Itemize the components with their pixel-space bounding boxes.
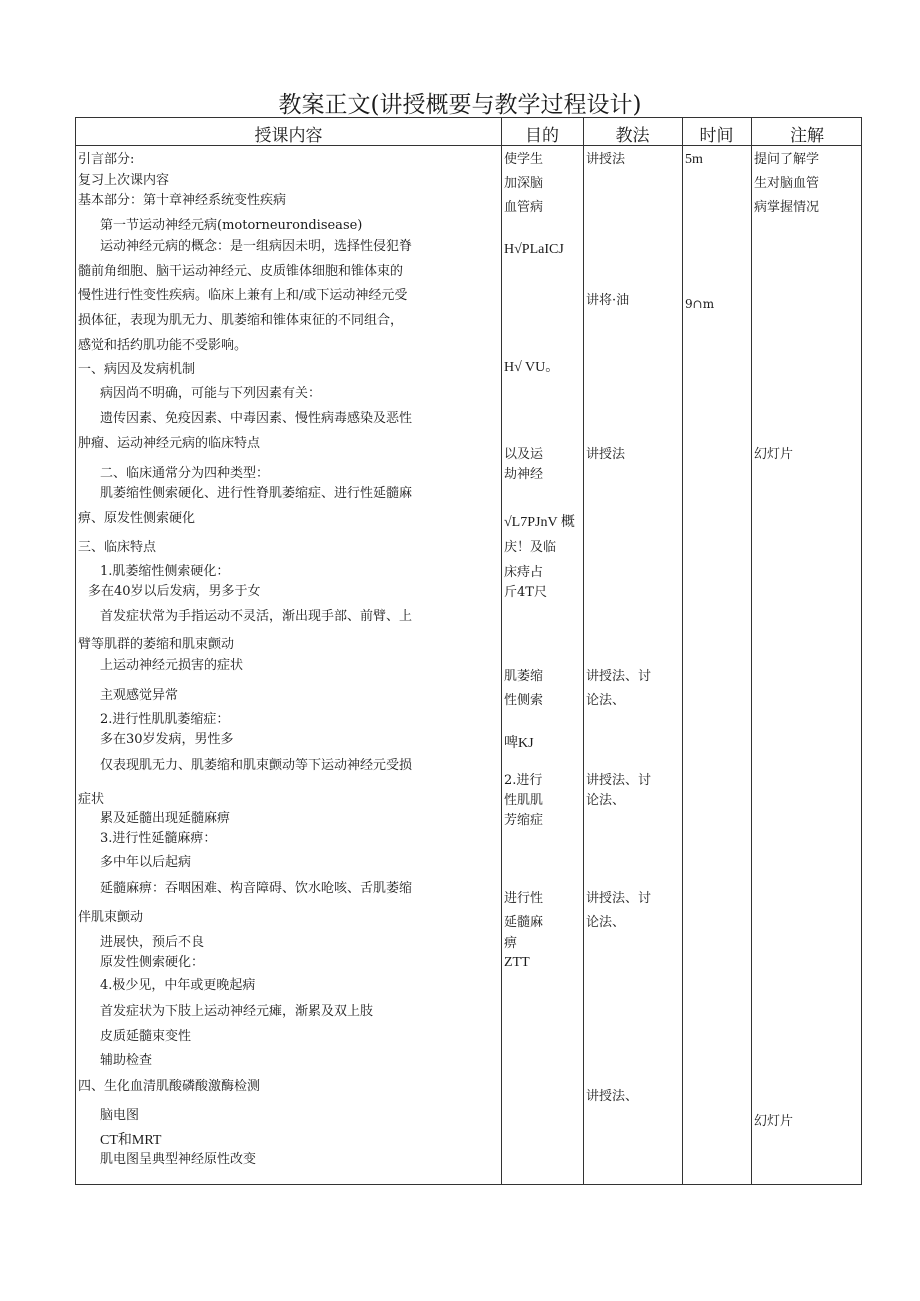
content-line: 主观感觉异常 bbox=[100, 688, 179, 703]
content-line: 4.极少见，中年或更晚起病 bbox=[100, 978, 256, 993]
method-line: 讲授法 bbox=[586, 152, 626, 167]
purpose-line: 2.进行 bbox=[504, 773, 543, 788]
purpose-line: 劫神经 bbox=[504, 467, 544, 482]
purpose-line: H√ VU。 bbox=[504, 360, 560, 375]
method-line: 论法、 bbox=[586, 693, 626, 708]
purpose-line: √L7PJnV 概 bbox=[504, 515, 575, 530]
content-line: 肌萎缩性侧索硬化、进行性脊肌萎缩症、进行性延髓麻 bbox=[100, 486, 413, 501]
content-line: 进展快，预后不良 bbox=[100, 935, 205, 950]
purpose-line: 痹 bbox=[504, 936, 518, 951]
purpose-line: 斤4T尺 bbox=[504, 585, 547, 600]
content-line: 遗传因素、免疫因素、中毒因素、慢性病毒感染及恶性 bbox=[100, 411, 413, 426]
content-line: CT和MRT bbox=[100, 1133, 162, 1148]
header-method: 教法 bbox=[615, 126, 650, 146]
time-line: 9∩m bbox=[685, 297, 715, 311]
purpose-line: 芳缩症 bbox=[504, 813, 544, 828]
purpose-line: 庆！及临 bbox=[504, 540, 557, 555]
header-purpose: 目的 bbox=[525, 126, 559, 146]
content-line: 仅表现肌无力、肌萎缩和肌束颤动等下运动神经元受损 bbox=[100, 758, 413, 773]
note-line: 生对脑血管 bbox=[754, 176, 820, 191]
column-divider bbox=[751, 118, 752, 1184]
column-divider bbox=[682, 118, 683, 1184]
page-title: 教案正文(讲授概要与教学过程设计) bbox=[278, 92, 642, 118]
note-line: 病掌握情况 bbox=[754, 200, 820, 215]
content-line: 感觉和括约肌功能不受影响。 bbox=[78, 338, 248, 353]
content-line: 二、临床通常分为四种类型： bbox=[100, 466, 270, 481]
method-line: 讲授法、讨 bbox=[586, 891, 652, 906]
content-line: 1.肌萎缩性侧索硬化： bbox=[100, 564, 230, 579]
content-line: 脑电图 bbox=[100, 1108, 140, 1123]
content-line: 髓前角细胞、脑干运动神经元、皮质锥体细胞和锥体束的 bbox=[78, 264, 404, 279]
purpose-line: 加深脑 bbox=[504, 176, 544, 191]
column-divider bbox=[583, 118, 584, 1184]
content-line: 首发症状为下肢上运动神经元瘫，渐累及双上肢 bbox=[100, 1004, 374, 1019]
method-line: 讲授法、讨 bbox=[586, 773, 652, 788]
content-line: 2.进行性肌肌萎缩症： bbox=[100, 712, 230, 727]
purpose-line: ZTT bbox=[504, 955, 530, 970]
content-line: 多在30岁发病，男性多 bbox=[100, 732, 234, 747]
purpose-line: 血管病 bbox=[504, 200, 544, 215]
content-line: 四、生化血清肌酸磷酸激酶检测 bbox=[78, 1079, 261, 1094]
column-divider bbox=[501, 118, 502, 1184]
content-line: 多中年以后起病 bbox=[100, 855, 192, 870]
content-line: 3.进行性延髓麻痹： bbox=[100, 831, 217, 846]
purpose-line: 使学生 bbox=[504, 152, 544, 167]
content-line: 痹、原发性侧索硬化 bbox=[78, 511, 196, 526]
content-line: 慢性进行性变性疾病。临床上兼有上和/或下运动神经元受 bbox=[78, 288, 408, 303]
content-line: 原发性侧索硬化： bbox=[100, 955, 205, 970]
content-line: 一、病因及发病机制 bbox=[78, 362, 196, 377]
header-notes: 注解 bbox=[790, 126, 824, 146]
content-line: 首发症状常为手指运动不灵活，渐出现手部、前臂、上 bbox=[100, 609, 413, 624]
purpose-line: 以及运 bbox=[504, 447, 544, 462]
content-line: 损体征，表现为肌无力、肌萎缩和锥体束征的不同组合， bbox=[78, 313, 404, 328]
note-line: 幻灯片 bbox=[754, 447, 794, 462]
content-line: 运动神经元病的概念：是一组病因未明，选择性侵犯脊 bbox=[100, 239, 413, 254]
content-line: 臂等肌群的萎缩和肌束颤动 bbox=[78, 637, 235, 652]
purpose-line: 延髓麻 bbox=[504, 915, 544, 930]
purpose-line: 啤KJ bbox=[504, 736, 534, 751]
content-line: 皮质延髓束变性 bbox=[100, 1029, 192, 1044]
header-time: 时间 bbox=[699, 126, 734, 146]
time-line: 5m bbox=[685, 152, 703, 167]
purpose-line: 床痔占 bbox=[504, 565, 544, 580]
content-line: 三、临床特点 bbox=[78, 540, 157, 555]
content-line: 多在40岁以后发病，男多于女 bbox=[88, 584, 261, 599]
content-line: 肌电图呈典型神经原性改变 bbox=[100, 1152, 257, 1167]
method-line: 讲授法、讨 bbox=[586, 669, 652, 684]
lesson-table bbox=[75, 117, 862, 1185]
method-line: 讲授法 bbox=[586, 447, 626, 462]
note-line: 幻灯片 bbox=[754, 1114, 794, 1129]
purpose-line: 性侧索 bbox=[504, 693, 544, 708]
method-line: 讲授法、 bbox=[586, 1089, 639, 1104]
purpose-line: 进行性 bbox=[504, 891, 544, 906]
note-line: 提问了解学 bbox=[754, 152, 820, 167]
purpose-line: H√PLaICJ bbox=[504, 242, 564, 257]
content-line: 伴肌束颤动 bbox=[78, 910, 144, 925]
content-line: 上运动神经元损害的症状 bbox=[100, 658, 244, 673]
content-line: 病因尚不明确，可能与下列因素有关： bbox=[100, 386, 322, 401]
content-line: 辅助检查 bbox=[100, 1053, 153, 1068]
content-line: 复习上次课内容 bbox=[78, 173, 170, 188]
content-line: 累及延髓出现延髓麻痹 bbox=[100, 811, 231, 826]
header-content: 授课内容 bbox=[254, 126, 323, 146]
content-line: 延髓麻痹：吞咽困难、构音障碍、饮水呛咳、舌肌萎缩 bbox=[100, 881, 413, 896]
method-line: 论法、 bbox=[586, 793, 626, 808]
content-line: 基本部分：第十章神经系统变性疾病 bbox=[78, 193, 287, 208]
content-line: 引言部分: bbox=[78, 152, 135, 167]
purpose-line: 肌萎缩 bbox=[504, 669, 544, 684]
method-line: 论法、 bbox=[586, 915, 626, 930]
method-line: 讲将·油 bbox=[586, 293, 630, 308]
content-line: 第一节运动神经元病(motorneurondisease) bbox=[100, 218, 363, 233]
content-line: 症状 bbox=[78, 792, 105, 807]
purpose-line: 性肌肌 bbox=[504, 793, 544, 808]
content-line: 肿瘤、运动神经元病的临床特点 bbox=[78, 436, 261, 451]
